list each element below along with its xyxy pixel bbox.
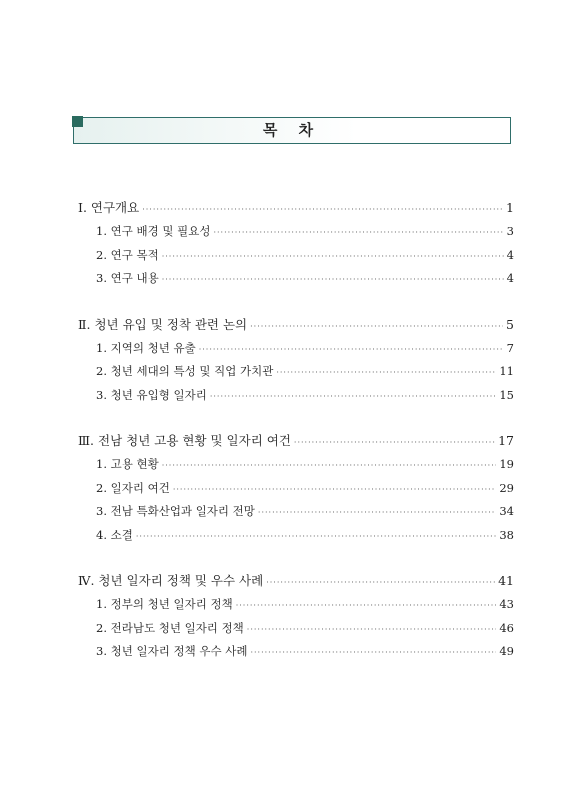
toc-item-label: 3. 청년 일자리 정책 우수 사례 — [96, 644, 248, 658]
toc-section-3 — [78, 429, 514, 547]
toc-chapter-label: Ⅰ. 연구개요 — [78, 200, 140, 215]
dot-leader — [236, 594, 497, 618]
toc-item[interactable] — [78, 360, 514, 384]
toc-item-label: 4. 소결 — [96, 527, 133, 542]
toc-item-label: 3. 전남 특화산업과 일자리 전망 — [96, 504, 255, 518]
dot-leader — [266, 571, 495, 595]
toc-title-box — [73, 117, 511, 144]
toc-item-label: 1. 지역의 청년 유출 — [96, 340, 196, 355]
dot-leader — [210, 385, 497, 409]
toc-page-number: 1 — [506, 200, 514, 215]
dot-leader — [162, 268, 504, 292]
toc-section-1 — [78, 196, 514, 291]
toc-page-number: 34 — [499, 504, 514, 518]
toc-item[interactable] — [78, 267, 514, 291]
toc-chapter[interactable] — [78, 196, 514, 220]
toc-item-label: 2. 청년 세대의 특성 및 직업 가치관 — [96, 364, 274, 378]
dot-leader — [199, 338, 504, 362]
toc-title: 목 차 — [262, 121, 322, 139]
toc-item-label: 3. 연구 내용 — [96, 271, 159, 285]
toc-chapter[interactable] — [78, 569, 514, 593]
toc-item-label: 1. 정부의 청년 일자리 정책 — [96, 597, 233, 611]
toc-item-label: 3. 청년 유입형 일자리 — [96, 387, 207, 402]
dot-leader — [162, 245, 504, 269]
toc-item[interactable] — [78, 617, 514, 641]
toc-item-label: 2. 일자리 여건 — [96, 480, 170, 495]
toc-page-number: 11 — [499, 364, 514, 378]
toc-item[interactable] — [78, 500, 514, 524]
toc-chapter-label: Ⅱ. 청년 유입 및 정착 관련 논의 — [78, 316, 248, 332]
toc-page-number: 7 — [506, 340, 514, 355]
toc-item[interactable] — [78, 640, 514, 664]
toc-item-label: 2. 전라남도 청년 일자리 정책 — [96, 620, 244, 635]
toc-item-label: 2. 연구 목적 — [96, 247, 159, 262]
dot-leader — [250, 641, 496, 665]
toc-item[interactable] — [78, 453, 514, 477]
toc-page-number: 49 — [499, 644, 514, 658]
dot-leader — [136, 525, 497, 549]
toc-page-number: 17 — [498, 433, 514, 448]
toc-item[interactable] — [78, 524, 514, 548]
toc-page-number: 46 — [499, 620, 514, 635]
toc-page-number: 19 — [499, 457, 514, 471]
toc-page-number: 43 — [499, 597, 514, 611]
toc-item[interactable] — [78, 244, 514, 268]
dot-leader — [247, 618, 497, 642]
toc-item[interactable] — [78, 593, 514, 617]
dot-leader — [258, 501, 496, 525]
toc-item-label: 1. 연구 배경 및 필요성 — [96, 224, 211, 238]
dot-leader — [294, 431, 495, 455]
table-of-contents — [78, 196, 514, 686]
dot-leader — [173, 478, 497, 502]
toc-page-number: 4 — [506, 271, 514, 285]
toc-section-4 — [78, 569, 514, 664]
toc-page-number: 5 — [506, 316, 514, 332]
toc-item[interactable] — [78, 477, 514, 501]
toc-page-number: 4 — [506, 247, 514, 262]
dot-leader — [213, 221, 503, 245]
dot-leader — [142, 198, 503, 222]
toc-page-number: 29 — [499, 480, 514, 495]
toc-chapter[interactable] — [78, 313, 514, 337]
toc-item[interactable] — [78, 384, 514, 408]
dot-leader — [250, 315, 503, 339]
toc-page-number: 38 — [499, 527, 514, 542]
dot-leader — [162, 454, 497, 478]
toc-page-number: 3 — [506, 224, 514, 238]
toc-page-number: 41 — [498, 573, 514, 588]
toc-item[interactable] — [78, 220, 514, 244]
toc-section-2 — [78, 313, 514, 408]
dot-leader — [276, 361, 496, 385]
toc-chapter-label: Ⅳ. 청년 일자리 정책 및 우수 사례 — [78, 573, 264, 588]
toc-item[interactable] — [78, 337, 514, 361]
toc-item-label: 1. 고용 현황 — [96, 457, 159, 471]
toc-chapter[interactable] — [78, 429, 514, 453]
toc-page-number: 15 — [499, 387, 514, 402]
toc-chapter-label: Ⅲ. 전남 청년 고용 현황 및 일자리 여건 — [78, 433, 291, 448]
